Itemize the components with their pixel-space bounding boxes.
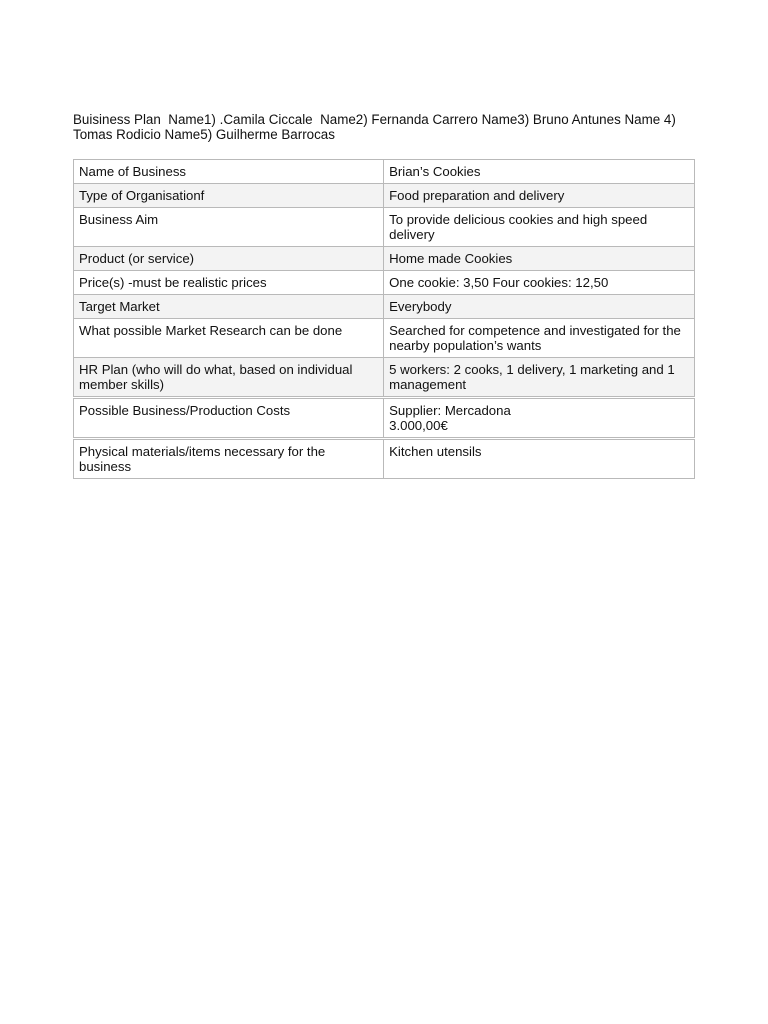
row-value: Everybody — [384, 295, 695, 319]
table-row — [74, 399, 695, 438]
row-label: Business Aim — [74, 208, 384, 247]
table-row — [74, 160, 695, 184]
row-label: HR Plan (who will do what, based on individual member skills) — [74, 358, 384, 397]
table-row — [74, 184, 695, 208]
row-label: Possible Business/Production Costs — [74, 399, 384, 438]
row-value — [384, 399, 695, 438]
table-row — [74, 247, 695, 271]
table-row — [74, 358, 695, 397]
row-label: Target Market — [74, 295, 384, 319]
row-value: Food preparation and delivery — [384, 184, 695, 208]
row-label: Physical materials/items necessary for the business — [74, 440, 384, 479]
row-value: Searched for competence and investigated for the nearby population’s wants — [384, 319, 695, 358]
row-value: 5 workers: 2 cooks, 1 delivery, 1 marketing and 1 management — [384, 358, 695, 397]
business-plan-table — [73, 159, 695, 479]
row-label: Product (or service) — [74, 247, 384, 271]
document-heading: Buisiness Plan Name1) .Camila Ciccale Name2) Fernanda Carrero Name3) Bruno Antunes Name 4) Tomas Rodicio Name5) Guilherme Barrocas — [73, 112, 680, 142]
row-label: Type of Organisationf — [74, 184, 384, 208]
row-label: Name of Business — [74, 160, 384, 184]
table-row — [74, 440, 695, 479]
table-row — [74, 319, 695, 358]
row-label: Price(s) -must be realistic prices — [74, 271, 384, 295]
table-row — [74, 295, 695, 319]
table-row — [74, 271, 695, 295]
cost-line: 3.000,00€ — [389, 418, 448, 433]
table-row — [74, 208, 695, 247]
row-value: Kitchen utensils — [384, 440, 695, 479]
row-label: What possible Market Research can be done — [74, 319, 384, 358]
supplier-line: Supplier: Mercadona — [389, 403, 511, 418]
row-value: Home made Cookies — [384, 247, 695, 271]
row-value: Brian’s Cookies — [384, 160, 695, 184]
row-value: To provide delicious cookies and high speed delivery — [384, 208, 695, 247]
row-value: One cookie: 3,50 Four cookies: 12,50 — [384, 271, 695, 295]
